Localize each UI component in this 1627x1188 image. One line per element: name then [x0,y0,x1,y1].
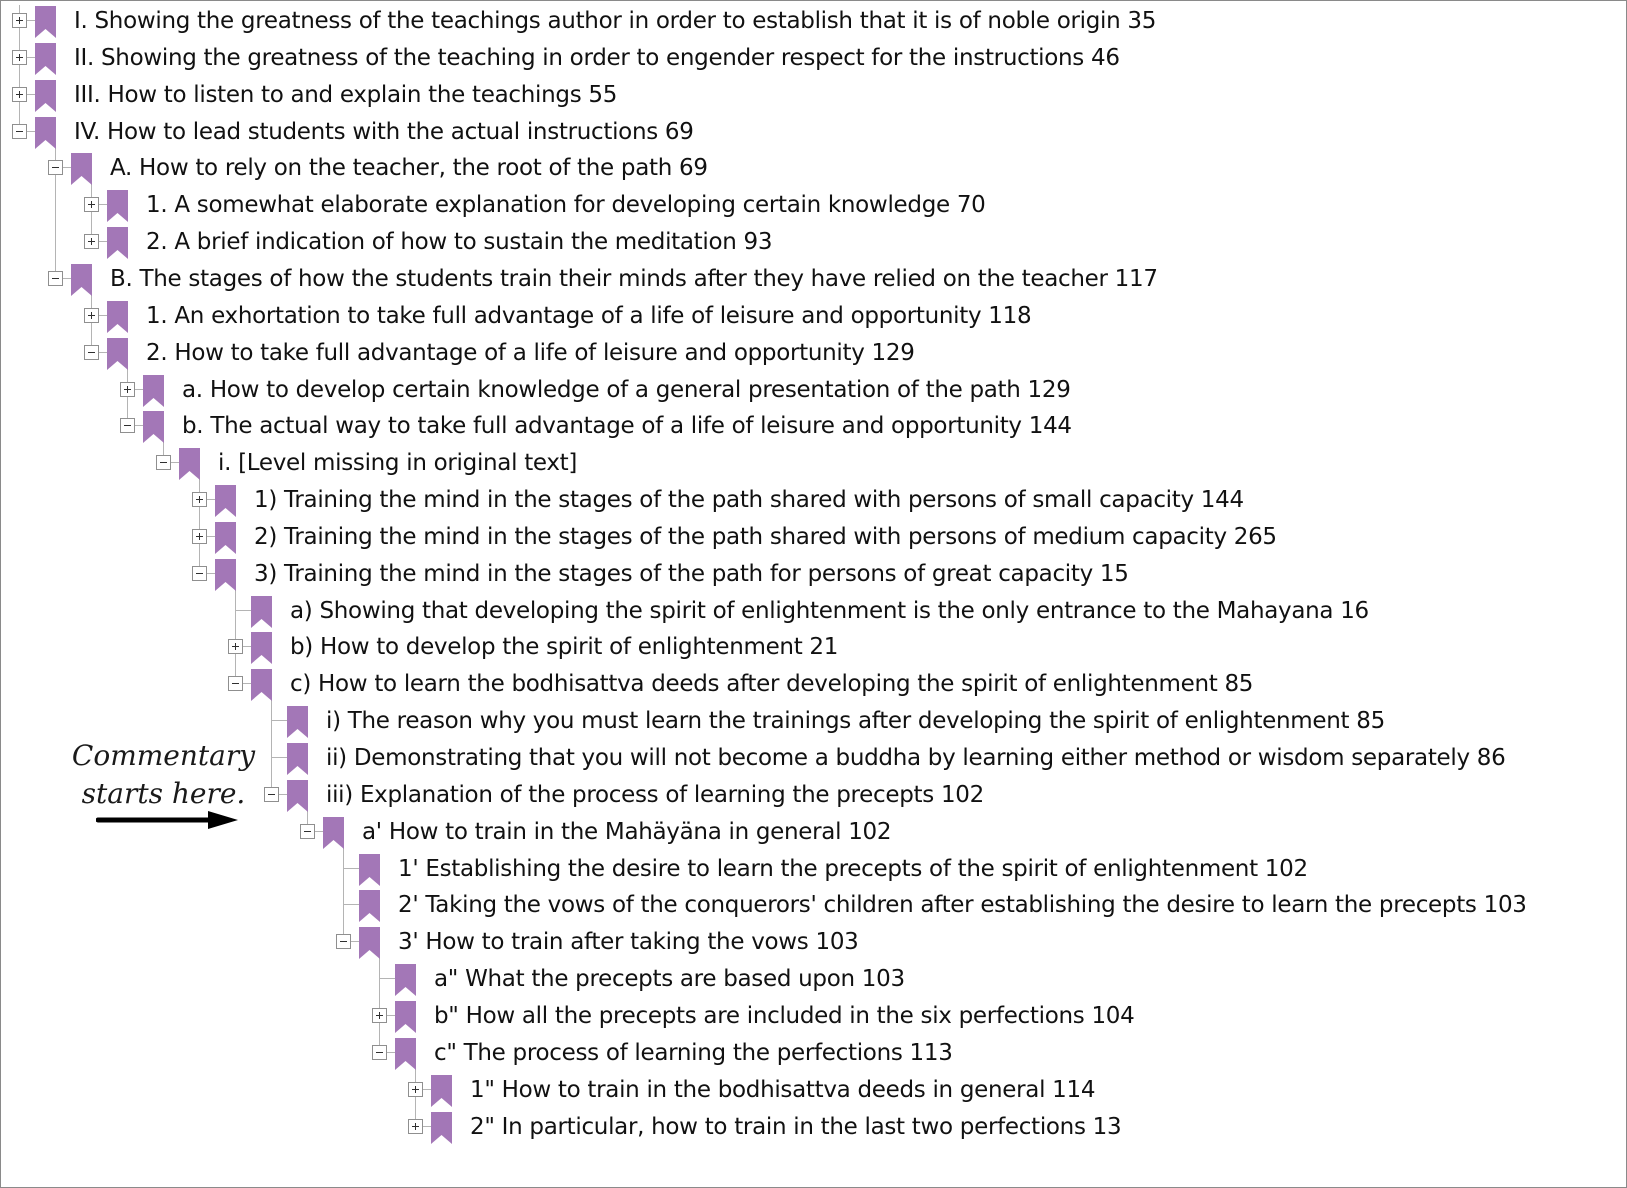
tree-row [1,2,1626,40]
tree-row [1,960,1626,998]
bookmark-icon[interactable] [142,374,165,408]
bookmark-label[interactable]: i) The reason why you must learn the trainings after developing the spirit of enlightenment 85 [326,708,1385,735]
bookmark-icon[interactable] [34,5,57,39]
bookmark-label[interactable]: c" The process of learning the perfections 113 [434,1039,953,1066]
bookmark-label[interactable]: I. Showing the greatness of the teachings author in order to establish that it is of noble origin 35 [74,8,1157,34]
bookmark-label[interactable]: III. How to listen to and explain the teachings 55 [74,81,618,108]
tree-row [1,407,1626,445]
collapse-toggle-icon[interactable] [12,124,27,139]
bookmark-label[interactable]: 2) Training the mind in the stages of the path shared with persons of medium capacity 265 [254,523,1277,550]
tree-row [1,1071,1626,1109]
bookmark-icon[interactable] [250,668,273,702]
tree-row [1,628,1626,666]
collapse-toggle-icon[interactable] [48,160,63,175]
bookmark-label[interactable]: 2. A brief indication of how to sustain the meditation 93 [146,229,773,256]
tree-row [1,113,1626,151]
expand-toggle-icon[interactable] [372,1008,387,1023]
bookmark-label[interactable]: 1) Training the mind in the stages of the path shared with persons of small capacity 144 [254,487,1244,514]
collapse-toggle-icon[interactable] [48,271,63,286]
bookmark-label[interactable]: a" What the precepts are based upon 103 [434,966,905,993]
tree-row [1,518,1626,556]
bookmark-icon[interactable] [142,410,165,444]
expand-toggle-icon[interactable] [408,1119,423,1134]
bookmark-label[interactable]: 1. An exhortation to take full advantage of a life of leisure and opportunity 118 [146,302,1032,329]
bookmark-label[interactable]: IV. How to lead students with the actual instructions 69 [74,118,694,145]
bookmark-icon[interactable] [178,447,201,481]
tree-row [1,186,1626,224]
tree-row [1,1108,1626,1146]
bookmark-icon[interactable] [106,189,129,223]
bookmark-icon[interactable] [394,963,417,997]
tree-row [1,702,1626,740]
tree-row [1,444,1626,482]
collapse-toggle-icon[interactable] [120,418,135,433]
tree-row [1,850,1626,888]
tree-row [1,39,1626,77]
tree-row [1,997,1626,1035]
tree-row [1,297,1626,335]
tree-row [1,334,1626,372]
bookmark-icon[interactable] [106,300,129,334]
tree-row [1,371,1626,409]
bookmark-label[interactable]: 2' Taking the vows of the conquerors' children after establishing the desire to learn the precepts 103 [398,892,1527,919]
tree-row [1,1034,1626,1072]
bookmark-label[interactable]: ii) Demonstrating that you will not become a buddha by learning either method or wisdom separately 86 [326,745,1506,771]
bookmark-label[interactable]: i. [Level missing in original text] [218,450,578,477]
tree-row [1,886,1626,924]
tree-row [1,481,1626,519]
bookmark-label[interactable]: 1" How to train in the bodhisattva deeds in general 114 [470,1076,1096,1103]
tree-row [1,923,1626,961]
bookmark-icon[interactable] [70,263,93,297]
tree-row [1,149,1626,187]
bookmark-icon[interactable] [250,631,273,665]
collapse-toggle-icon[interactable] [336,934,351,949]
collapse-toggle-icon[interactable] [192,566,207,581]
bookmark-icon[interactable] [106,337,129,371]
bookmark-icon[interactable] [358,889,381,923]
collapse-toggle-icon[interactable] [264,787,279,802]
expand-toggle-icon[interactable] [192,492,207,507]
bookmark-icon[interactable] [286,779,309,813]
expand-toggle-icon[interactable] [12,87,27,102]
bookmark-icon[interactable] [214,521,237,555]
expand-toggle-icon[interactable] [12,13,27,28]
pointer-arrow-icon [96,809,246,831]
bookmark-label[interactable]: c) How to learn the bodhisattva deeds after developing the spirit of enlightenment 85 [290,671,1254,698]
bookmark-icon[interactable] [286,705,309,739]
tree-row [1,76,1626,114]
collapse-toggle-icon[interactable] [228,676,243,691]
bookmark-icon[interactable] [394,1000,417,1034]
bookmark-label[interactable]: 2. How to take full advantage of a life of leisure and opportunity 129 [146,339,915,366]
bookmark-label[interactable]: a' How to train in the Mahäyäna in general 102 [362,818,892,845]
collapse-toggle-icon[interactable] [300,824,315,839]
annotation-line-1: Commentary [71,739,256,772]
bookmark-label[interactable]: 2" In particular, how to train in the last two perfections 13 [470,1113,1122,1140]
collapse-toggle-icon[interactable] [372,1045,387,1060]
bookmark-icon[interactable] [70,152,93,186]
bookmark-icon[interactable] [430,1074,453,1108]
bookmark-label[interactable]: A. How to rely on the teacher, the root of the path 69 [110,155,708,182]
expand-toggle-icon[interactable] [84,308,99,323]
expand-toggle-icon[interactable] [12,50,27,65]
collapse-toggle-icon[interactable] [84,345,99,360]
annotation-line-2: starts here. [81,777,246,810]
bookmark-icon[interactable] [250,595,273,629]
bookmark-icon[interactable] [358,853,381,887]
bookmark-icon[interactable] [34,116,57,150]
bookmark-icon[interactable] [34,42,57,76]
bookmark-label[interactable]: 3' How to train after taking the vows 103 [398,929,859,956]
expand-toggle-icon[interactable] [408,1082,423,1097]
bookmark-label[interactable]: B. The stages of how the students train their minds after they have relied on the teacher 117 [110,265,1158,292]
bookmark-label[interactable]: 1. A somewhat elaborate explanation for developing certain knowledge 70 [146,192,986,219]
bookmark-label[interactable]: 1' Establishing the desire to learn the precepts of the spirit of enlightenment 102 [398,855,1308,882]
tree-row [1,223,1626,261]
bookmark-label[interactable]: a. How to develop certain knowledge of a general presentation of the path 129 [182,376,1071,403]
bookmark-icon[interactable] [214,558,237,592]
expand-toggle-icon[interactable] [228,639,243,654]
bookmark-icon[interactable] [106,226,129,260]
expand-toggle-icon[interactable] [120,382,135,397]
bookmark-label[interactable]: b" How all the precepts are included in the six perfections 104 [434,1002,1135,1029]
expand-toggle-icon[interactable] [84,197,99,212]
bookmark-label[interactable]: II. Showing the greatness of the teaching in order to engender respect for the instructions 46 [74,44,1120,71]
bookmark-icon[interactable] [286,742,309,776]
bookmark-icon[interactable] [322,816,345,850]
tree-row [1,592,1626,630]
bookmark-label[interactable]: a) Showing that developing the spirit of enlightenment is the only entrance to the Mahayana 16 [290,597,1369,624]
bookmark-icon[interactable] [214,484,237,518]
tree-row [1,260,1626,298]
tree-row [1,665,1626,703]
bookmark-label[interactable]: iii) Explanation of the process of learning the precepts 102 [326,781,984,808]
bookmark-label[interactable]: b. The actual way to take full advantage of a life of leisure and opportunity 144 [182,413,1072,440]
tree-row [1,555,1626,593]
bookmark-icon[interactable] [34,79,57,113]
bookmark-icon[interactable] [358,926,381,960]
bookmark-icon[interactable] [394,1037,417,1071]
expand-toggle-icon[interactable] [84,234,99,249]
commentary-annotation [71,737,256,813]
expand-toggle-icon[interactable] [192,529,207,544]
bookmark-label[interactable]: b) How to develop the spirit of enlightenment 21 [290,634,839,661]
bookmark-icon[interactable] [430,1111,453,1145]
collapse-toggle-icon[interactable] [156,455,171,470]
bookmark-label[interactable]: 3) Training the mind in the stages of the path for persons of great capacity 15 [254,560,1129,587]
